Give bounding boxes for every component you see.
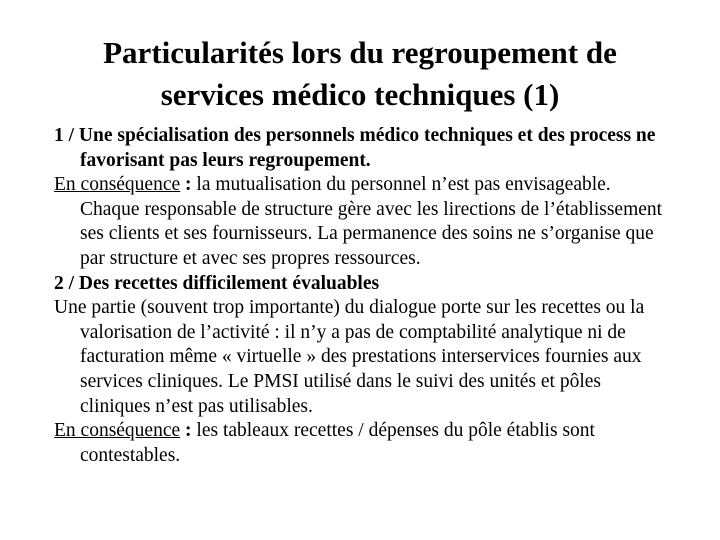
slide-title-line-2: services médico techniques (1)	[160, 77, 560, 112]
point-2-heading	[54, 272, 664, 297]
point-1-heading-text: 1 / Une spécialisation des personnels médico techniques et des process ne favorisant pas leurs regroupement.	[54, 125, 656, 171]
consequence-text-1: la mutualisation du personnel n’est pas envisageable. Chaque responsable de structure gère avec les lirections de l’établissement ses clients et ses fournisseurs. La permanence des soins ne s’organise que par structure et avec ses propres ressources.	[80, 174, 663, 269]
consequence-colon-1: :	[180, 174, 197, 196]
consequence-label-1: En conséquence	[54, 174, 181, 196]
consequence-paragraph-1	[54, 173, 664, 271]
slide-title-line-1: Particularités lors du regroupement de	[103, 35, 617, 70]
consequence-paragraph-2	[54, 419, 664, 468]
point-2-heading-text: 2 / Des recettes difficilement évaluables	[54, 272, 380, 294]
body-paragraph-text: Une partie (souvent trop importante) du dialogue porte sur les recettes ou la valorisation de l’activité : il n’y a pas de comptabilité analytique ni de facturation même « virtuelle » des prestations interservices fournies aux services cliniques. Le PMSI utilisé dans le suivi des unités et pôles cliniques n’est pas utilisables.	[54, 297, 645, 417]
body-paragraph	[54, 296, 664, 419]
slide-body	[54, 124, 664, 468]
consequence-label-2: En conséquence	[54, 420, 181, 442]
consequence-colon-2: :	[180, 420, 197, 442]
consequence-text-2: les tableaux recettes / dépenses du pôle établis sont contestables.	[80, 420, 595, 466]
point-1-heading	[54, 124, 664, 173]
slide-title	[40, 32, 680, 116]
